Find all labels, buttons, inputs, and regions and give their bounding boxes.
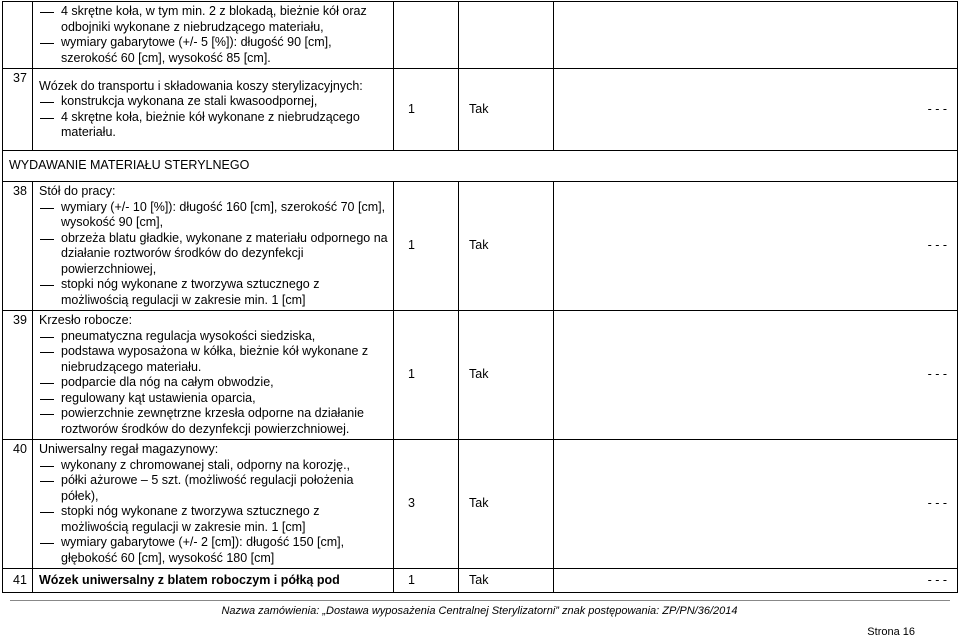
list-item: 4 skrętne koła, w tym min. 2 z blokadą, bieżnie kół oraz odbojniki wykonane z niebrudzącego materiału, bbox=[39, 4, 389, 35]
list-item: wymiary gabarytowe (+/- 5 [%]): długość 90 [cm], szerokość 60 [cm], wysokość 85 [cm]. bbox=[39, 35, 389, 66]
section-title: WYDAWANIE MATERIAŁU STERYLNEGO bbox=[3, 151, 958, 182]
item-title: Krzesło robocze: bbox=[39, 313, 133, 327]
item-title: Stół do pracy: bbox=[39, 184, 116, 198]
table-row bbox=[3, 69, 958, 151]
row-description bbox=[33, 69, 394, 151]
row-description bbox=[33, 182, 394, 311]
section-row bbox=[3, 151, 958, 182]
list-item: podstawa wyposażona w kółka, bieżnie kół wykonane z niebrudzącego materiału. bbox=[39, 344, 389, 375]
footer-text: Nazwa zamówienia: „Dostawa wyposażenia Centralnej Sterylizatorni” znak postępowania: ZP/PN/36/2014 bbox=[221, 605, 738, 617]
row-number: 37 bbox=[3, 69, 33, 151]
item-title: Wózek do transportu i składowania koszy sterylizacyjnych: bbox=[39, 78, 363, 93]
dash-cell bbox=[554, 2, 958, 69]
yes-cell bbox=[459, 2, 554, 69]
bullet-list bbox=[39, 4, 389, 66]
offered-parameters: - - - bbox=[554, 440, 958, 569]
row-number: 41 bbox=[3, 569, 33, 593]
qty-cell bbox=[394, 2, 459, 69]
list-item: 4 skrętne koła, bieżnie kół wykonane z niebrudzącego materiału. bbox=[39, 110, 389, 141]
item-title: Uniwersalny regał magazynowy: bbox=[39, 442, 219, 456]
list-item: półki ażurowe – 5 szt. (możliwość regulacji położenia półek), bbox=[39, 473, 389, 504]
required-flag: Tak bbox=[459, 311, 554, 440]
footer-divider bbox=[10, 600, 950, 601]
bullet-list bbox=[39, 200, 389, 309]
row-number: 38 bbox=[3, 182, 33, 311]
list-item: stopki nóg wykonane z tworzywa sztucznego z możliwością regulacji w zakresie min. 1 [cm] bbox=[39, 504, 389, 535]
quantity: 1 bbox=[394, 311, 459, 440]
row-number: 40 bbox=[3, 440, 33, 569]
bullet-list bbox=[39, 329, 389, 438]
table-row bbox=[3, 569, 958, 593]
table-row bbox=[3, 2, 958, 69]
row-description bbox=[33, 311, 394, 440]
row-number-cell bbox=[3, 2, 33, 69]
quantity: 3 bbox=[394, 440, 459, 569]
required-flag: Tak bbox=[459, 182, 554, 311]
specification-table bbox=[2, 1, 958, 593]
list-item: obrzeża blatu gładkie, wykonane z materiału odpornego na działanie roztworów środków do dezynfekcji powierzchniowej, bbox=[39, 231, 389, 278]
required-flag: Tak bbox=[459, 440, 554, 569]
list-item: konstrukcja wykonana ze stali kwasoodpornej, bbox=[39, 94, 389, 110]
list-item: wykonany z chromowanej stali, odporny na korozję., bbox=[39, 458, 389, 474]
list-item: stopki nóg wykonane z tworzywa sztucznego z możliwością regulacji w zakresie min. 1 [cm] bbox=[39, 277, 389, 308]
table-row bbox=[3, 182, 958, 311]
bullet-list bbox=[39, 94, 389, 141]
row-description bbox=[33, 2, 394, 69]
quantity: 1 bbox=[394, 569, 459, 593]
table-row bbox=[3, 311, 958, 440]
item-title: Wózek uniwersalny z blatem roboczym i półką pod bbox=[33, 569, 394, 593]
quantity: 1 bbox=[394, 69, 459, 151]
table-row bbox=[3, 440, 958, 569]
required-flag: Tak bbox=[459, 69, 554, 151]
quantity: 1 bbox=[394, 182, 459, 311]
list-item: regulowany kąt ustawienia oparcia, bbox=[39, 391, 389, 407]
row-number: 39 bbox=[3, 311, 33, 440]
list-item: powierzchnie zewnętrzne krzesła odporne na działanie roztworów środków do dezynfekcji powierzchniowej. bbox=[39, 406, 389, 437]
list-item: pneumatyczna regulacja wysokości siedziska, bbox=[39, 329, 389, 345]
offered-parameters: - - - bbox=[554, 311, 958, 440]
row-description bbox=[33, 440, 394, 569]
list-item: podparcie dla nóg na całym obwodzie, bbox=[39, 375, 389, 391]
list-item: wymiary gabarytowe (+/- 2 [cm]): długość 150 [cm], głębokość 60 [cm], wysokość 180 [cm] bbox=[39, 535, 389, 566]
page-number: Strona 16 bbox=[867, 626, 915, 638]
bullet-list bbox=[39, 458, 389, 567]
list-item: wymiary (+/- 10 [%]): długość 160 [cm], szerokość 70 [cm], wysokość 90 [cm], bbox=[39, 200, 389, 231]
offered-parameters: - - - bbox=[554, 69, 958, 151]
offered-parameters: - - - bbox=[554, 569, 958, 593]
offered-parameters: - - - bbox=[554, 182, 958, 311]
required-flag: Tak bbox=[459, 569, 554, 593]
